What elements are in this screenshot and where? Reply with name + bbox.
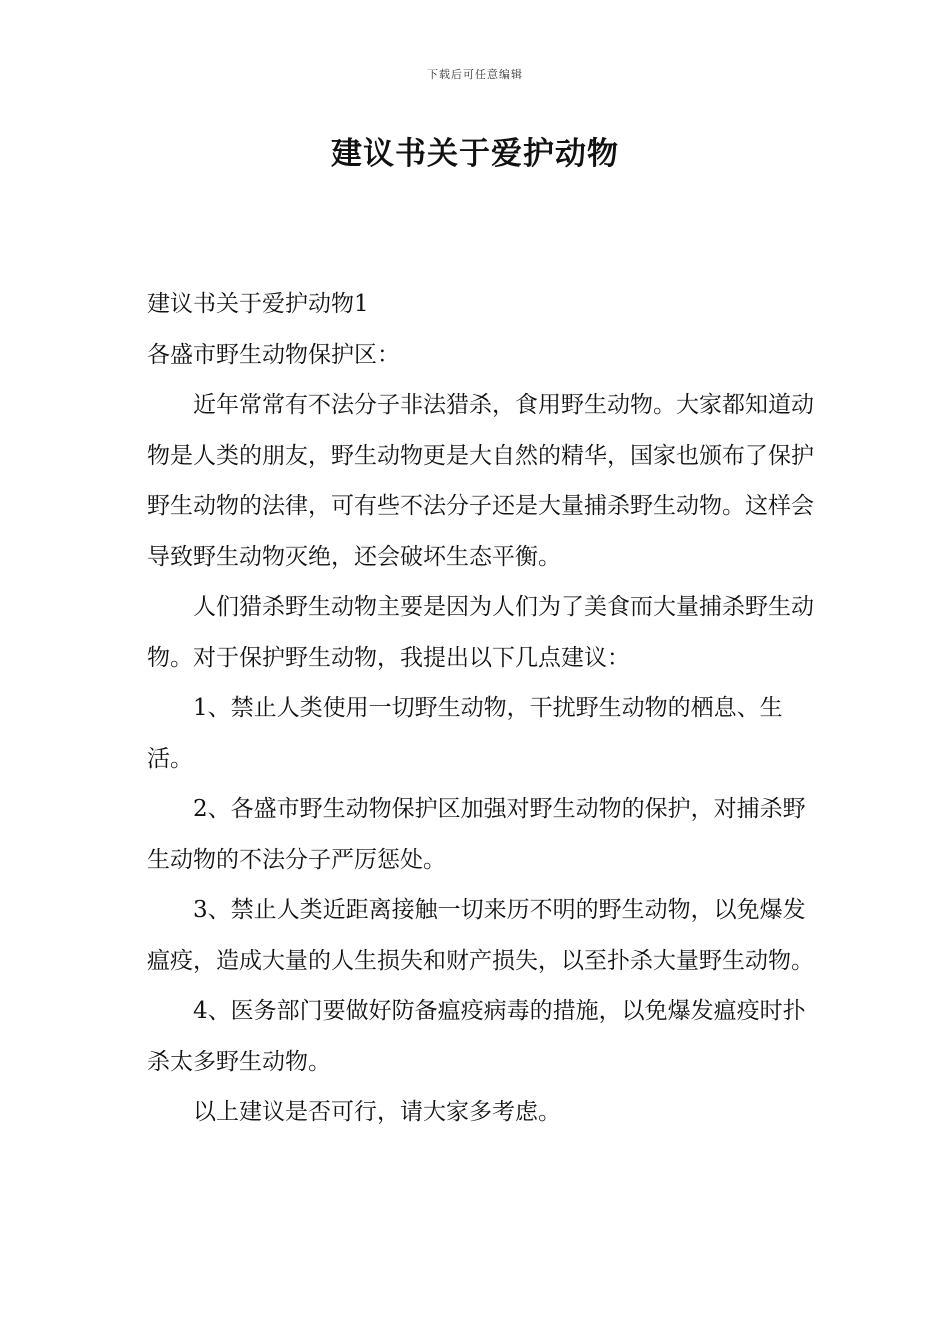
paragraph-closing: 以上建议是否可行，请大家多考虑。 — [193, 1099, 561, 1125]
salutation: 各盛市野生动物保护区： — [147, 341, 400, 368]
suggestion-1: 1、禁止人类使用一切野生动物，干扰野生动物的栖息、生活。 — [147, 695, 783, 772]
suggestion-3: 3、禁止人类近距离接触一切来历不明的野生动物，以免爆发瘟疫，造成大量的人生损失和财产损失，以至扑杀大量野生动物。 — [147, 897, 814, 974]
section-heading: 建议书关于爱护动物1 — [147, 291, 369, 317]
paragraph-reason: 人们猎杀野生动物主要是因为人们为了美食而大量捕杀野生动物。对于保护野生动物，我提出以下几点建议： — [147, 594, 814, 671]
document-body — [147, 279, 827, 1138]
suggestion-4: 4、医务部门要做好防备瘟疫病毒的措施，以免爆发瘟疫时扑杀太多野生动物。 — [147, 998, 806, 1075]
document-title: 建议书关于爱护动物 — [331, 136, 619, 172]
suggestion-2: 2、各盛市野生动物保护区加强对野生动物的保护，对捕杀野生动物的不法分子严厉惩处。 — [147, 796, 806, 873]
header-note: 下载后可任意编辑 — [427, 68, 523, 81]
paragraph-intro: 近年常常有不法分子非法猎杀，食用野生动物。大家都知道动物是人类的朋友，野生动物更是大自然的精华，国家也颁布了保护野生动物的法律，可有些不法分子还是大量捕杀野生动物。这样会导致野生动物灭绝，还会破坏生态平衡。 — [147, 392, 814, 570]
